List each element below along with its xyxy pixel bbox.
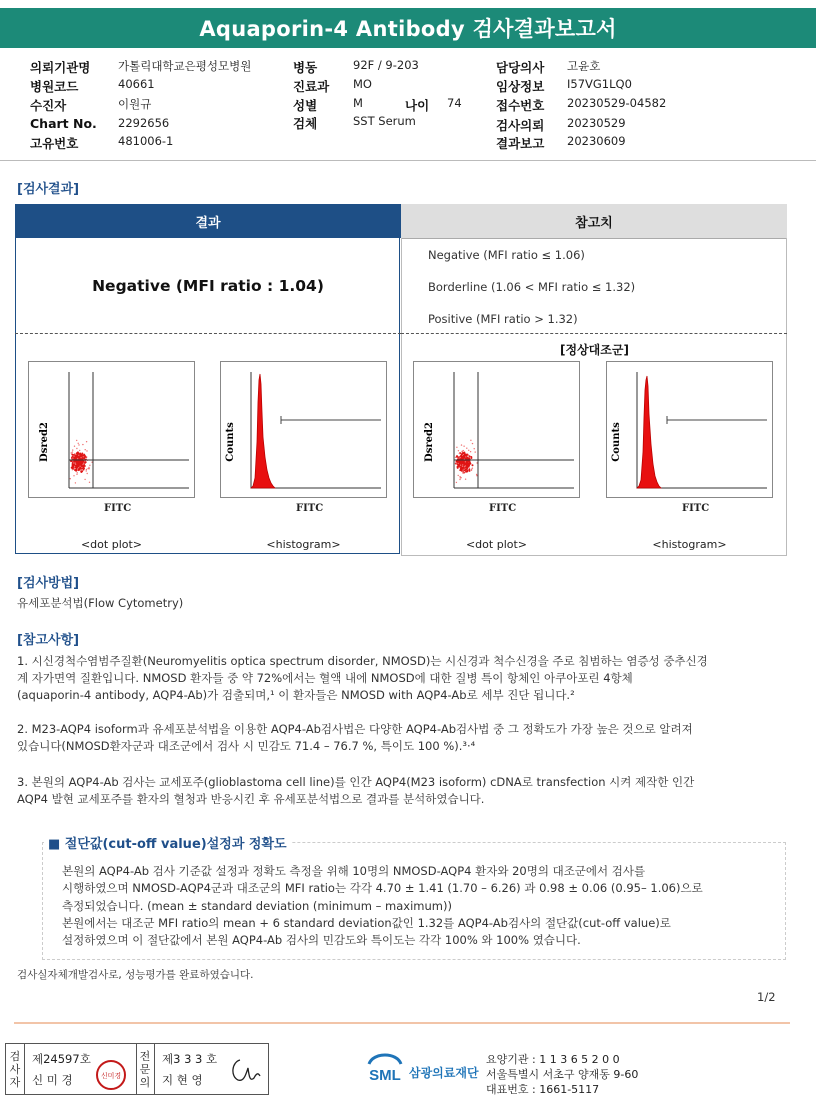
- age-value: 74: [447, 96, 462, 110]
- signature-box: [5, 1043, 269, 1095]
- result-divider: [15, 333, 401, 334]
- scatter-dot: [74, 446, 75, 447]
- scatter-dot: [84, 460, 85, 461]
- control-dot-plot-svg: [414, 362, 581, 499]
- patient-info: [0, 52, 816, 152]
- scatter-dot: [75, 464, 76, 465]
- note-3-line-1: 3. 본원의 AQP4-Ab 검사는 교세포주(glioblastoma cell line)를 인간 AQP4(M23 isoform) cDNA로 transfection 시켜 제작한 인간: [17, 775, 695, 789]
- org-address: 서울특별시 서초구 양재동 9-60: [486, 1068, 639, 1081]
- unique-no-label: 고유번호: [30, 136, 79, 151]
- scatter-dot: [81, 453, 83, 455]
- patient-histogram-svg: [221, 362, 388, 499]
- scatter-dot: [468, 457, 470, 459]
- control-hist-peak: [637, 376, 661, 488]
- svg-text:신미경: 신미경: [100, 1072, 122, 1080]
- report-date-label: 결과보고: [496, 136, 545, 151]
- scatter-dot: [461, 453, 463, 455]
- scatter-dot: [462, 470, 463, 471]
- note-3-line-2: AQP4 발현 교세포주를 환자의 혈청과 반응시킨 후 유세포분석법으로 결과를 분석하였습니다.: [17, 792, 485, 806]
- scatter-dot: [460, 465, 461, 466]
- dot-cluster: [70, 440, 93, 484]
- scatter-dot: [472, 443, 473, 444]
- scatter-dot: [86, 450, 87, 451]
- recipient-label: 수진자: [30, 98, 67, 113]
- scatter-dot: [81, 465, 83, 467]
- control-dot-caption: <dot plot>: [465, 538, 528, 551]
- note-1-line-2: 계 자가면역 질환입니다. NMOSD 환자들 중 약 72%에서는 혈액 내에 NMOSD에 대한 질병 특이 항체인 아쿠아포린 4항체: [17, 671, 633, 685]
- institution-value: 가톨릭대학교은평성모병원: [118, 59, 252, 73]
- specialist-number: 제3 3 3 호: [162, 1052, 218, 1066]
- scatter-dot: [464, 453, 466, 455]
- scatter-dot: [73, 455, 74, 456]
- scatter-dot: [77, 461, 79, 463]
- org-phone: 대표번호 : 1661-5117: [486, 1083, 600, 1096]
- result-value: Negative (MFI ratio : 1.04): [92, 276, 324, 295]
- scatter-dot: [79, 450, 80, 451]
- result-header: 결과: [15, 204, 401, 238]
- scatter-dot: [474, 448, 475, 449]
- scatter-dot: [470, 457, 472, 459]
- hist-peak: [251, 374, 275, 488]
- scatter-dot: [75, 455, 77, 457]
- scatter-dot: [74, 466, 75, 467]
- reception-label: 접수번호: [496, 98, 545, 113]
- control-dot-y-label: Dsred2: [424, 422, 435, 462]
- scatter-dot: [476, 474, 477, 475]
- scatter-dot: [84, 455, 86, 457]
- cutoff-title: ■ 절단값(cut-off value)설정과 정확도: [44, 833, 291, 852]
- scatter-dot: [456, 462, 457, 463]
- logo-text: SML: [369, 1067, 401, 1084]
- dot-x-label: FITC: [104, 503, 132, 514]
- scatter-dot: [76, 448, 77, 449]
- histogram-caption: <histogram>: [266, 538, 341, 551]
- cutoff-line-5: 설정하였으며 이 절단값에서 본원 AQP4-Ab 검사의 민감도와 특이도는 각각 100% 와 100% 였습니다.: [62, 933, 581, 947]
- scatter-dot: [467, 470, 469, 472]
- scatter-dot: [461, 460, 463, 462]
- scatter-dot: [472, 468, 473, 469]
- scatter-dot: [459, 453, 460, 454]
- ward-value: 92F / 9-203: [353, 58, 419, 72]
- scatter-dot: [78, 455, 79, 456]
- scatter-dot: [86, 470, 87, 471]
- scatter-dot: [468, 450, 469, 451]
- scatter-dot: [76, 440, 77, 441]
- control-hist-y-label: Counts: [611, 422, 622, 462]
- scatter-dot: [469, 470, 471, 472]
- scatter-dot: [73, 475, 74, 476]
- scatter-dot: [471, 470, 472, 471]
- org-code: 요양기관 : 1 1 3 6 5 2 0 0: [486, 1053, 620, 1066]
- hist-x-label: FITC: [296, 503, 324, 514]
- control-dot-cluster: [455, 440, 479, 484]
- dot-plot-caption: <dot plot>: [80, 538, 143, 551]
- scatter-dot: [463, 446, 464, 447]
- tester-name: 신 미 경: [32, 1073, 73, 1087]
- control-hist-x-label: FITC: [682, 503, 710, 514]
- scatter-dot: [77, 458, 78, 459]
- scatter-dot: [89, 468, 90, 469]
- scatter-dot: [89, 482, 90, 483]
- scatter-dot: [78, 443, 79, 444]
- scatter-dot: [87, 473, 88, 474]
- reference-borderline: Borderline (1.06 < MFI ratio ≤ 1.32): [428, 280, 636, 294]
- page-number: 1/2: [757, 990, 776, 1004]
- reference-negative: Negative (MFI ratio ≤ 1.06): [428, 248, 585, 262]
- note-2-line-1: 2. M23-AQP4 isoform과 유세포분석법을 이용한 AQP4-Ab검사법은 다양한 AQP4-Ab검사법 중 그 정확도가 가장 높은 것으로 알려져: [17, 722, 693, 736]
- results-section-title: [검사결과]: [17, 182, 80, 197]
- cutoff-line-4: 본원에서는 대조군 MFI ratio의 mean + 6 standard deviation값인 1.32를 AQP4-Ab검사의 절단값(cut-off value)로: [62, 916, 671, 930]
- control-histogram: [606, 361, 773, 498]
- scatter-dot: [75, 462, 76, 463]
- note-1-line-3: (aquaporin-4 antibody, AQP4-Ab)가 검출되며,¹ 이 환자들은 NMOSD with AQP4-Ab로 세부 진단 됩니다.²: [17, 688, 575, 702]
- recipient-value: 이원규: [118, 97, 152, 111]
- method-section-title: [검사방법]: [17, 576, 80, 591]
- chart-no-value: 2292656: [118, 116, 170, 130]
- request-label: 검사의뢰: [496, 118, 545, 133]
- scatter-dot: [458, 463, 459, 464]
- scatter-dot: [73, 462, 74, 463]
- scatter-dot: [86, 469, 87, 470]
- report-date-value: 20230609: [567, 134, 626, 148]
- scatter-dot: [476, 475, 477, 476]
- scatter-dot: [465, 465, 466, 466]
- scatter-dot: [468, 468, 470, 470]
- scatter-dot: [462, 464, 463, 465]
- tester-label: 검사자: [9, 1050, 21, 1089]
- scatter-dot: [84, 479, 85, 480]
- patient-dot-plot: [28, 361, 195, 498]
- scatter-dot: [71, 454, 73, 456]
- specialist-label: 전문의: [139, 1050, 151, 1089]
- scatter-dot: [475, 451, 476, 452]
- specialist-signature-icon: [226, 1052, 266, 1088]
- scatter-dot: [81, 467, 82, 468]
- notes-section-title: [참고사항]: [17, 633, 80, 648]
- control-histogram-svg: [607, 362, 774, 499]
- control-label: [정상대조군]: [560, 343, 629, 357]
- scatter-dot: [77, 472, 78, 473]
- unique-no-value: 481006-1: [118, 134, 174, 148]
- scatter-dot: [463, 456, 465, 458]
- specimen-value: SST Serum: [353, 114, 416, 128]
- scatter-dot: [80, 457, 81, 458]
- report-title: Aquaporin-4 Antibody 검사결과보고서: [0, 8, 816, 48]
- scatter-dot: [465, 479, 466, 480]
- clinical-label: 임상정보: [496, 79, 545, 94]
- scatter-dot: [72, 451, 73, 452]
- scatter-dot: [456, 482, 457, 483]
- scatter-dot: [463, 452, 465, 454]
- sml-logo-icon: [363, 1048, 407, 1088]
- scatter-dot: [74, 453, 75, 454]
- tester-number: 제24597호: [32, 1052, 91, 1066]
- scatter-dot: [458, 457, 459, 458]
- scatter-dot: [455, 457, 456, 458]
- scatter-dot: [72, 458, 73, 459]
- dept-value: MO: [353, 77, 372, 91]
- scatter-dot: [464, 469, 465, 470]
- scatter-dot: [468, 455, 469, 456]
- header-divider: [0, 160, 816, 161]
- scatter-dot: [81, 462, 83, 464]
- scatter-dot: [461, 451, 462, 452]
- doctor-label: 담당의사: [496, 60, 545, 75]
- scatter-dot: [78, 469, 80, 471]
- footer-divider: [14, 1022, 790, 1024]
- reception-value: 20230529-04582: [567, 96, 667, 110]
- scatter-dot: [465, 456, 466, 457]
- scatter-dot: [462, 466, 463, 467]
- clinical-value: I57VG1LQ0: [567, 77, 632, 91]
- doctor-value: 고윤호: [567, 59, 601, 73]
- scatter-dot: [80, 469, 81, 470]
- scatter-dot: [83, 463, 84, 464]
- scatter-dot: [88, 467, 89, 468]
- scatter-dot: [459, 476, 460, 477]
- scatter-dot: [463, 471, 464, 472]
- cutoff-line-3: 측정되었습니다. (mean ± standard deviation (minimum – maximum)): [62, 899, 452, 913]
- chart-no-label: Chart No.: [30, 116, 97, 131]
- sex-value: M: [353, 96, 363, 110]
- scatter-dot: [461, 444, 462, 445]
- cutoff-line-1: 본원의 AQP4-Ab 검사 기준값 설정과 정확도 측정을 위해 10명의 NMOSD-AQP4 환자와 20명의 대조군에서 검사를: [62, 864, 646, 878]
- patient-dot-plot-svg: [29, 362, 196, 499]
- age-label: 나이: [405, 98, 430, 113]
- note-2-line-2: 있습니다(NMOSD환자군과 대조군에서 검사 시 민감도 71.4 – 76.7 %, 특이도 100 %).³·⁴: [17, 739, 476, 753]
- hospital-code-value: 40661: [118, 77, 155, 91]
- scatter-dot: [83, 456, 84, 457]
- scatter-dot: [78, 444, 79, 445]
- tester-seal-icon: [96, 1060, 126, 1090]
- scatter-dot: [74, 467, 75, 468]
- control-histogram-caption: <histogram>: [652, 538, 727, 551]
- scatter-dot: [470, 451, 471, 452]
- scatter-dot: [86, 441, 87, 442]
- sex-label: 성별: [293, 98, 318, 113]
- specialist-name: 지 현 영: [162, 1073, 203, 1087]
- cutoff-line-2: 시행하였으며 NMOSD-AQP4군과 대조군의 MFI ratio는 각각 4.70 ± 1.41 (1.70 – 6.26) 과 0.98 ± 0.06 (0.95– 1.06)으로: [62, 881, 703, 895]
- scatter-dot: [456, 447, 457, 448]
- reference-divider: [401, 333, 787, 334]
- scatter-dot: [79, 466, 80, 467]
- dot-y-label: Dsred2: [39, 422, 50, 462]
- reference-positive: Positive (MFI ratio > 1.32): [428, 312, 578, 326]
- scatter-dot: [460, 477, 461, 478]
- scatter-dot: [81, 470, 83, 472]
- scatter-dot: [89, 465, 90, 466]
- request-value: 20230529: [567, 116, 626, 130]
- method-text: 유세포분석법(Flow Cytometry): [17, 596, 184, 610]
- reference-header: 참고치: [401, 204, 787, 239]
- control-dot-x-label: FITC: [489, 503, 517, 514]
- scatter-dot: [76, 463, 78, 465]
- scatter-dot: [458, 475, 459, 476]
- scatter-dot: [86, 456, 87, 457]
- patient-histogram: [220, 361, 387, 498]
- scatter-dot: [463, 450, 464, 451]
- scatter-dot: [460, 457, 461, 458]
- scatter-dot: [460, 454, 462, 456]
- scatter-dot: [72, 469, 73, 470]
- ward-label: 병동: [293, 60, 318, 75]
- scatter-dot: [85, 449, 86, 450]
- scatter-dot: [472, 464, 474, 466]
- specimen-label: 검체: [293, 116, 318, 131]
- institution-label: 의뢰기관명: [30, 60, 91, 75]
- scatter-dot: [465, 461, 466, 462]
- scatter-dot: [72, 460, 73, 461]
- scatter-dot: [470, 440, 471, 441]
- scatter-dot: [71, 452, 72, 453]
- control-dot-plot: [413, 361, 580, 498]
- hist-y-label: Counts: [225, 422, 236, 462]
- scatter-dot: [70, 478, 71, 479]
- note-1-line-1: 1. 시신경척수염범주질환(Neuromyelitis optica spectrum disorder, NMOSD)는 시신경과 척수신경을 주로 침범하는 염증성 중추신경: [17, 654, 708, 668]
- scatter-dot: [466, 448, 467, 449]
- scatter-dot: [75, 482, 76, 483]
- scatter-dot: [459, 467, 460, 468]
- scatter-dot: [458, 450, 459, 451]
- lab-note: 검사실자체개발검사로, 성능평가를 완료하였습니다.: [17, 969, 254, 981]
- dept-label: 진료과: [293, 79, 330, 94]
- scatter-dot: [76, 474, 77, 475]
- scatter-dot: [459, 479, 460, 480]
- org-name: 삼광의료재단: [409, 1066, 479, 1080]
- scatter-dot: [72, 449, 73, 450]
- hospital-code-label: 병원코드: [30, 79, 79, 94]
- scatter-dot: [460, 468, 462, 470]
- scatter-dot: [82, 444, 83, 445]
